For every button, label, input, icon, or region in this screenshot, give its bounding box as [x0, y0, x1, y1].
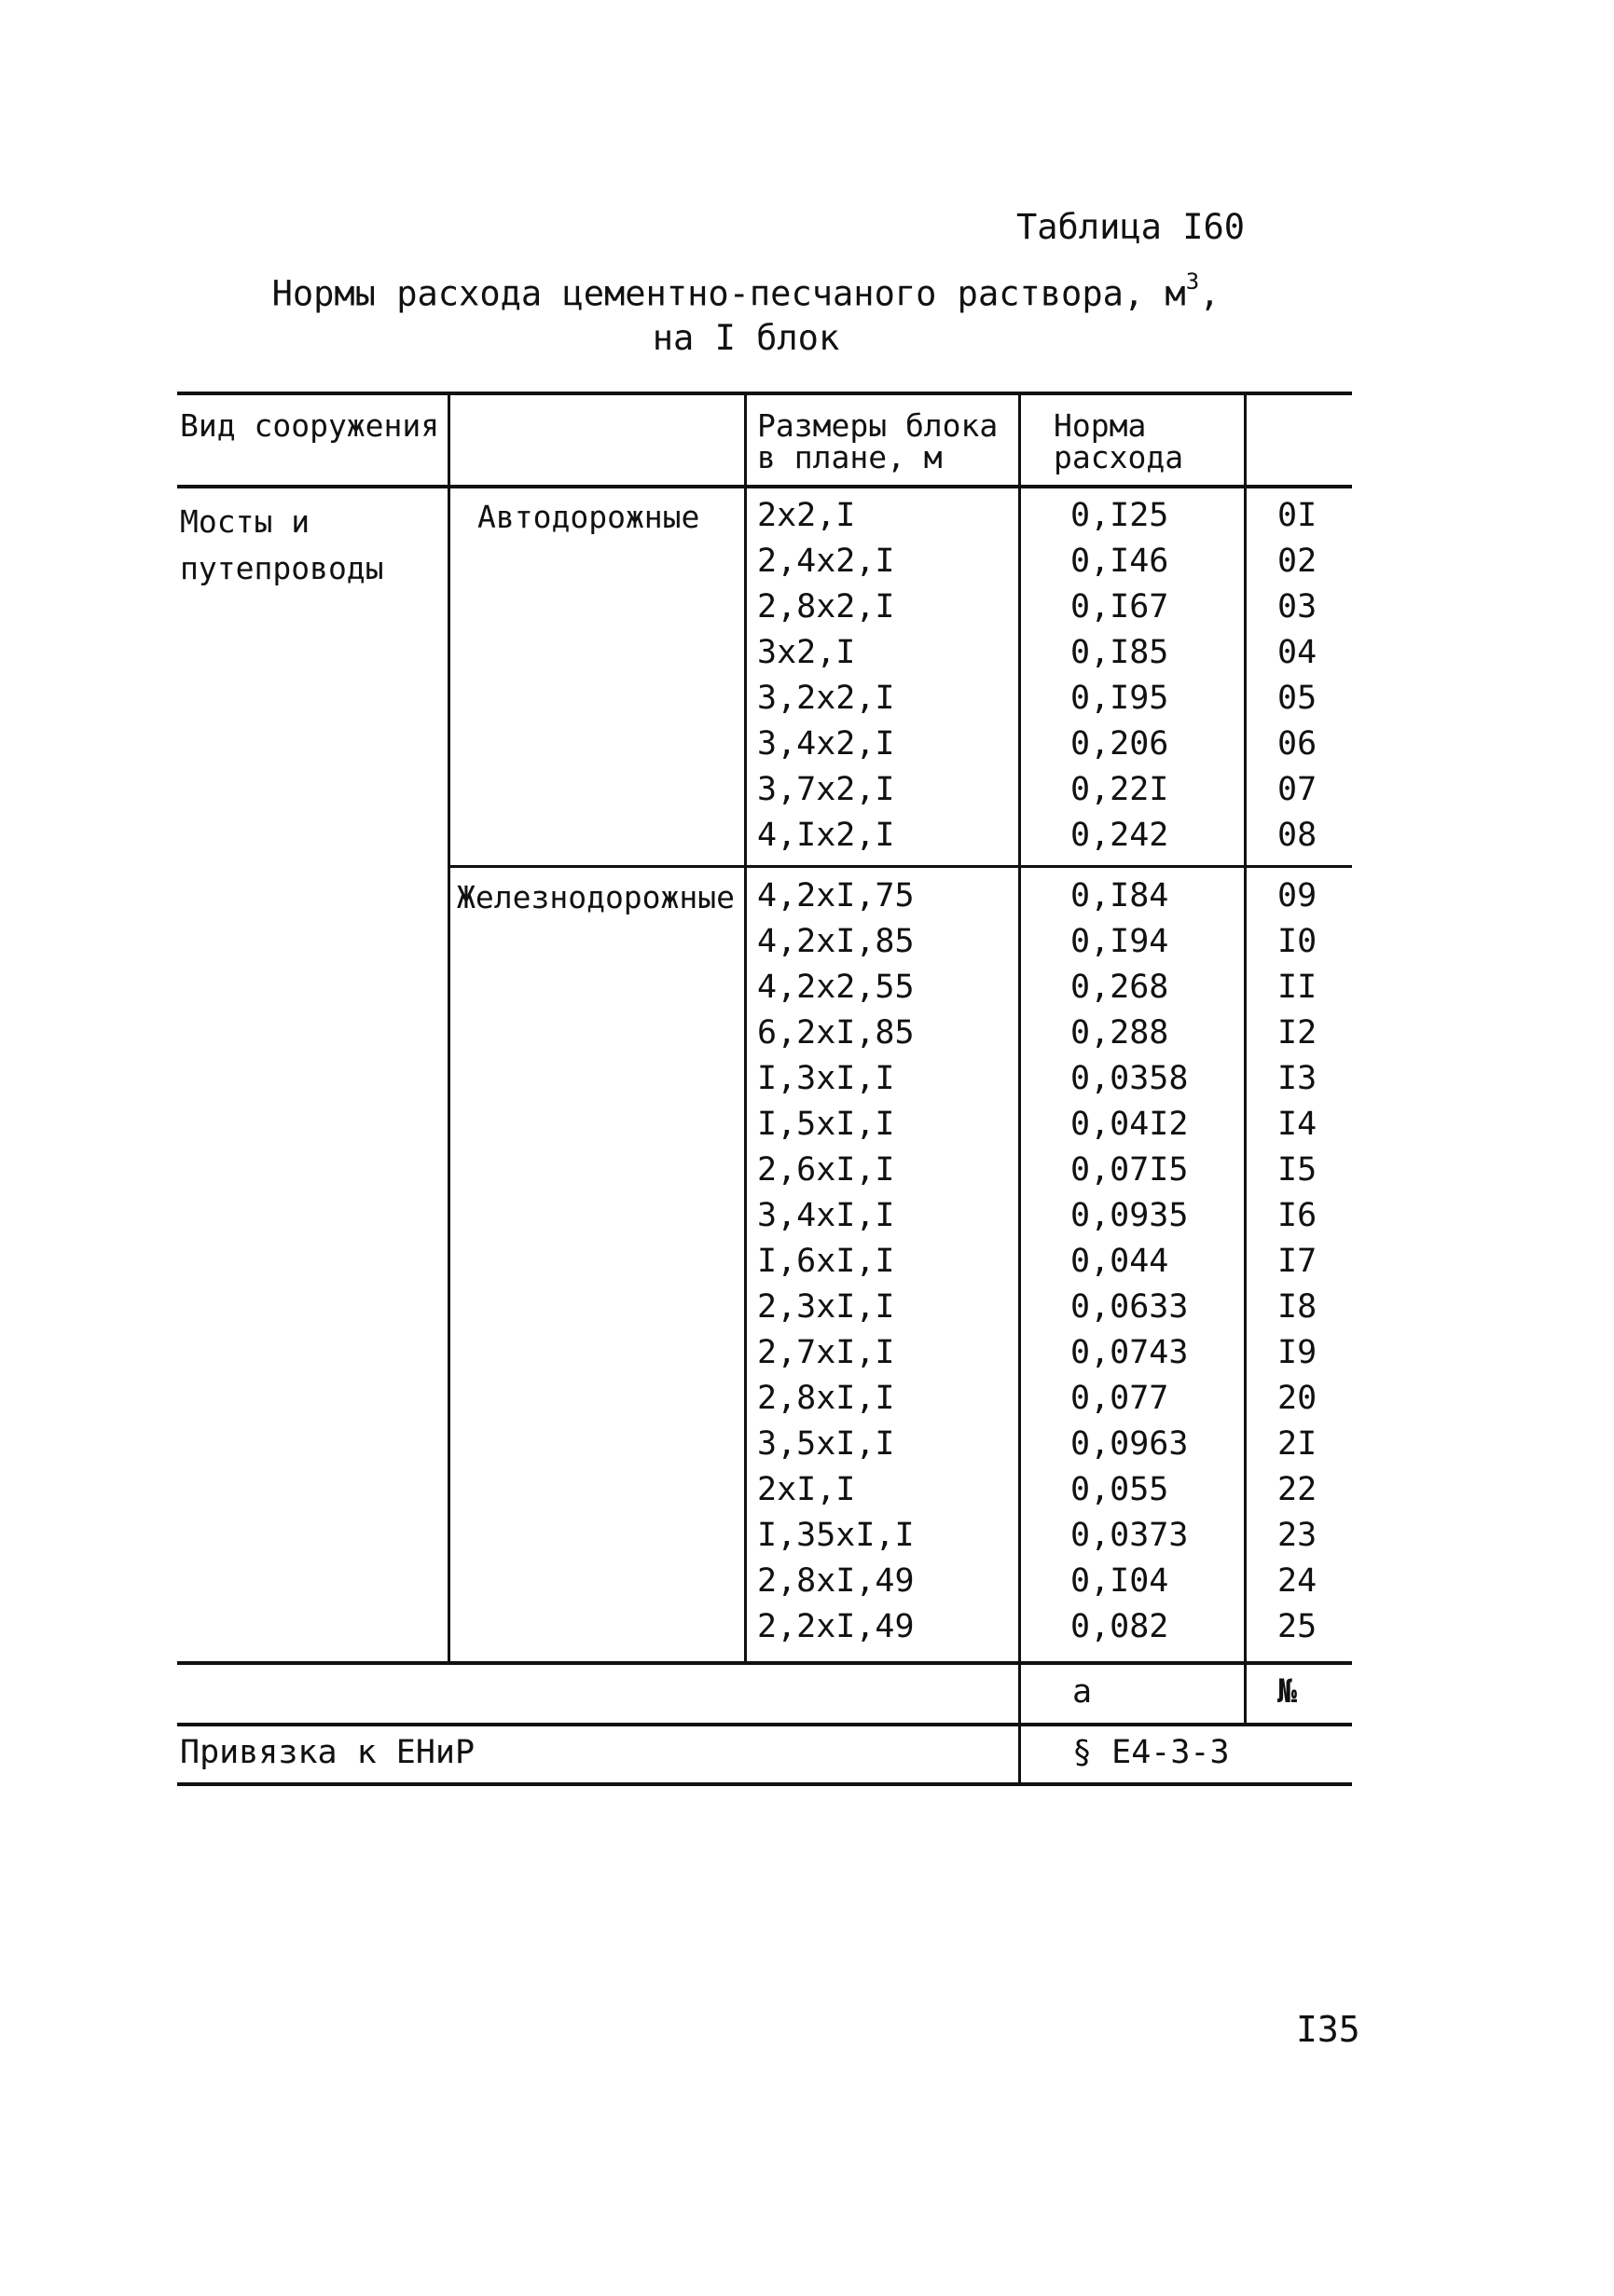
row-code-cell: I7 [1277, 1243, 1317, 1280]
block-size-cell: 4,2хI,75 [757, 877, 915, 914]
superscript-3: 3 [1185, 268, 1200, 295]
block-size-cell: 2,8х2,I [757, 588, 895, 626]
norm-cell: 0,288 [1070, 1014, 1169, 1052]
row-code-cell: 24 [1277, 1562, 1317, 1600]
norm-cell: 0,I04 [1070, 1562, 1169, 1600]
row-code-cell: 20 [1277, 1380, 1317, 1417]
norm-cell: 0,04I2 [1070, 1106, 1189, 1143]
block-size-cell: 2,2хI,49 [757, 1608, 915, 1645]
block-size-cell: 3,2х2,I [757, 680, 895, 717]
row-code-cell: 25 [1277, 1608, 1317, 1645]
row-code-cell: I4 [1277, 1106, 1317, 1143]
block-size-cell: 2,4х2,I [757, 543, 895, 580]
row-code-cell: I5 [1277, 1151, 1317, 1189]
block-size-cell: I,6хI,I [757, 1243, 895, 1280]
norm-cell: 0,206 [1070, 725, 1169, 763]
caption-line-1: Нормы расхода цементно-песчаного раствора, $м^3$, [271, 268, 1221, 314]
row-code-cell: I6 [1277, 1197, 1317, 1234]
block-size-cell: I,5хI,I [757, 1106, 895, 1143]
block-size-cell: 4,2х2,55 [757, 969, 915, 1006]
row-code-cell: II [1277, 969, 1317, 1006]
norm-cell: 0,I85 [1070, 634, 1169, 671]
block-size-cell: 3,4х2,I [757, 725, 895, 763]
row-code-cell: 08 [1277, 817, 1317, 854]
block-size-cell: 4,2хI,85 [757, 923, 915, 960]
block-size-cell: 3,5хI,I [757, 1425, 895, 1463]
row-code-cell: 03 [1277, 588, 1317, 626]
norm-cell: 0,I25 [1070, 497, 1169, 534]
block-size-cell: 2,8хI,49 [757, 1562, 915, 1600]
norm-cell: 0,I94 [1070, 923, 1169, 960]
row-code-cell: 05 [1277, 680, 1317, 717]
row-code-cell: I9 [1277, 1334, 1317, 1371]
norm-cell: 0,0633 [1070, 1288, 1189, 1326]
structure-type: Мосты и путепроводы [180, 503, 384, 586]
block-size-cell: 2,8хI,I [757, 1380, 895, 1417]
norm-cell: 0,082 [1070, 1608, 1169, 1645]
binding-value: § Е4-3-3 [1072, 1734, 1230, 1771]
col-divider-4 [1244, 392, 1247, 1725]
block-size-cell: I,3хI,I [757, 1060, 895, 1097]
row-code-cell: I3 [1277, 1060, 1317, 1097]
norm-cell: 0,I46 [1070, 543, 1169, 580]
block-size-cell: 2,6хI,I [757, 1151, 895, 1189]
header-structure-type: Вид сооружения [180, 407, 440, 444]
row-code-cell: 0I [1277, 497, 1317, 534]
norm-cell: 0,I84 [1070, 877, 1169, 914]
header-block-size: Размеры блока в плане, м [757, 407, 999, 475]
top-rule [177, 392, 1352, 395]
block-size-cell: 4,Iх2,I [757, 817, 895, 854]
row-code-cell: 02 [1277, 543, 1317, 580]
norm-cell: 0,0963 [1070, 1425, 1189, 1463]
row-code-cell: 06 [1277, 725, 1317, 763]
group-name-rail: Железнодорожные [457, 879, 736, 915]
table-bottom-rule [177, 1782, 1352, 1786]
binding-label: Привязка к ЕНиР [180, 1734, 476, 1771]
group-name-road: Автодорожные [477, 499, 700, 535]
norm-cell: 0,0743 [1070, 1334, 1189, 1371]
table-number: Таблица I60 [1016, 207, 1246, 247]
row-code-cell: I0 [1277, 923, 1317, 960]
letters-bottom-rule [177, 1723, 1352, 1726]
body-bottom-rule [177, 1661, 1352, 1665]
norm-cell: 0,0373 [1070, 1517, 1189, 1554]
block-size-cell: 2,3хI,I [757, 1288, 895, 1326]
block-size-cell: 3х2,I [757, 634, 856, 671]
col-divider-3 [1018, 392, 1021, 1784]
block-size-cell: 3,7х2,I [757, 771, 895, 808]
block-size-cell: 2х2,I [757, 497, 856, 534]
block-size-cell: I,35хI,I [757, 1517, 915, 1554]
block-size-cell: 2,7хI,I [757, 1334, 895, 1371]
norm-cell: 0,0935 [1070, 1197, 1189, 1234]
block-size-cell: 6,2хI,85 [757, 1014, 915, 1052]
norm-cell: 0,044 [1070, 1243, 1169, 1280]
block-size-cell: 3,4хI,I [757, 1197, 895, 1234]
col-divider-2 [744, 392, 747, 1663]
norm-cell: 0,I95 [1070, 680, 1169, 717]
norm-cell: 0,I67 [1070, 588, 1169, 626]
block-size-cell: 2хI,I [757, 1471, 856, 1508]
norm-cell: 0,268 [1070, 969, 1169, 1006]
norm-cell: 0,077 [1070, 1380, 1169, 1417]
norm-cell: 0,22I [1070, 771, 1169, 808]
row-code-cell: 23 [1277, 1517, 1317, 1554]
group-separator-rule [448, 865, 1352, 868]
norm-cell: 0,0358 [1070, 1060, 1189, 1097]
row-code-cell: 04 [1277, 634, 1317, 671]
col-divider-1 [448, 392, 450, 1663]
row-code-cell: I8 [1277, 1288, 1317, 1326]
norm-cell: 0,055 [1070, 1471, 1169, 1508]
row-code-cell: 2I [1277, 1425, 1317, 1463]
caption-line-2: на I блок [652, 318, 840, 359]
row-code-cell: 09 [1277, 877, 1317, 914]
column-mark: № [1277, 1673, 1298, 1711]
table-caption [177, 263, 1315, 361]
row-code-cell: 22 [1277, 1471, 1317, 1508]
header-norm: Норма расхода [1054, 407, 1184, 475]
page-number: I35 [1296, 2009, 1360, 2050]
column-letter-a: а [1072, 1673, 1093, 1711]
row-code-cell: 07 [1277, 771, 1317, 808]
row-code-cell: I2 [1277, 1014, 1317, 1052]
norm-cell: 0,07I5 [1070, 1151, 1189, 1189]
norm-cell: 0,242 [1070, 817, 1169, 854]
header-bottom-rule [177, 485, 1352, 488]
